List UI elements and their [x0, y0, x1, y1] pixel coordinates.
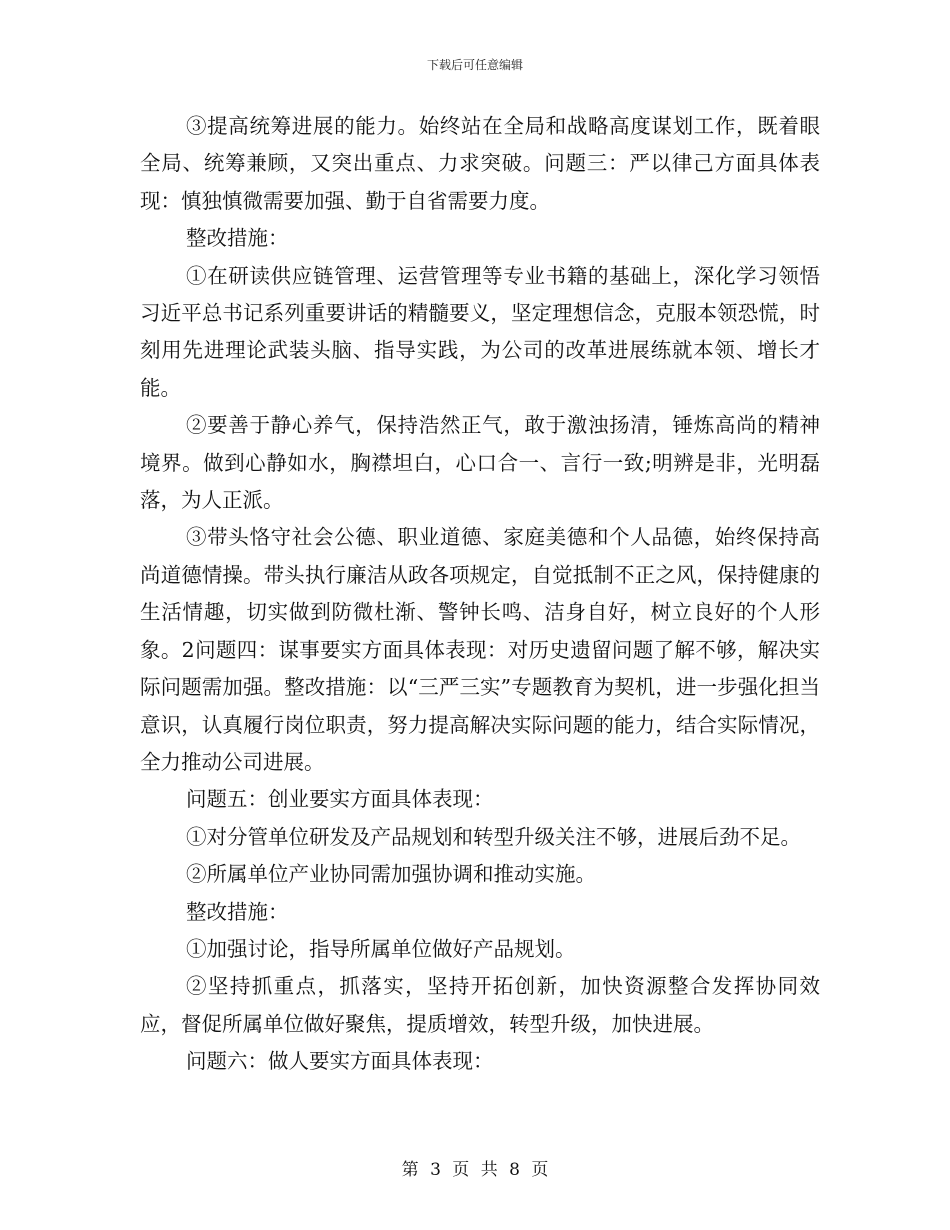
paragraph: ②所属单位产业协同需加强协调和推动实施。: [186, 862, 596, 887]
paragraph: 整改措施：: [186, 899, 289, 924]
paragraph: 问题六：做人要实方面具体表现：: [186, 1049, 494, 1074]
paragraph: ①对分管单位研发及产品规划和转型升级关注不够，进展后劲不足。: [186, 824, 801, 849]
paragraph: ①加强讨论，指导所属单位做好产品规划。: [186, 936, 576, 961]
paragraph: 问题五：创业要实方面具体表现：: [186, 787, 494, 812]
paragraph: ①在研读供应链管理、运营管理等专业书籍的基础上，深化学习领悟习近平总书记系列重要讲话的精髓要义，坚定理想信念，克服本领恐慌，时刻用先进理论武装头脑、指导实践，为公司的改革进展练就本领、增长才能。: [140, 263, 820, 400]
page-number-footer: 第 3 页 共 8 页: [401, 1160, 549, 1180]
page-header: 下载后可任意编辑: [426, 58, 523, 72]
document-body: [140, 108, 820, 1081]
paragraph: ③提高统筹进展的能力。始终站在全局和战略高度谋划工作，既着眼全局、统筹兼顾，又突出重点、力求突破。问题三：严以律己方面具体表现：慎独慎微需要加强、勤于自省需要力度。: [140, 114, 820, 213]
paragraph: ③带头恪守社会公德、职业道德、家庭美德和个人品德，始终保持高尚道德情操。带头执行廉洁从政各项规定，自觉抵制不正之风，保持健康的生活情趣，切实做到防微杜渐、警钟长鸣、洁身自好，树立良好的个人形象。2问题四：谋事要实方面具体表现：对历史遗留问题了解不够，解决实际问题需加强。整改措施：以“三严三实”专题教育为契机，进一步强化担当意识，认真履行岗位职责，努力提高解决实际问题的能力，结合实际情况，全力推动公司进展。: [140, 525, 820, 774]
paragraph: ②坚持抓重点，抓落实，坚持开拓创新，加快资源整合发挥协同效应，督促所属单位做好聚焦，提质增效，转型升级，加快进展。: [140, 974, 820, 1036]
paragraph: ②要善于静心养气，保持浩然正气，敢于激浊扬清，锤炼高尚的精神境界。做到心静如水，胸襟坦白，心口合一、言行一致;明辨是非，光明磊落，为人正派。: [140, 413, 820, 513]
paragraph: 整改措施：: [186, 226, 289, 251]
